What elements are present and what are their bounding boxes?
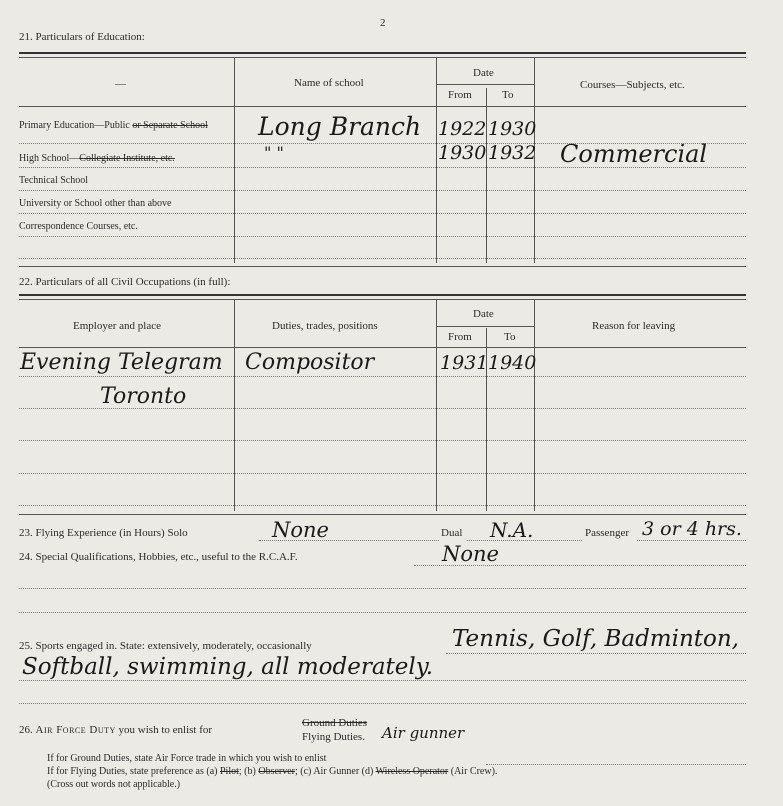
special-value: None (442, 542, 499, 566)
row-line (19, 473, 746, 474)
sports-label: 25. Sports engaged in. State: extensively, moderately, occasionally (19, 640, 312, 652)
row-line (19, 440, 746, 441)
sports-line (446, 653, 746, 654)
education-heading: 21. Particulars of Education: (19, 31, 145, 43)
education-row-technical-label: Technical School (19, 175, 88, 186)
occupations-col-to: To (504, 331, 516, 343)
high-to: 1932 (488, 142, 537, 164)
duty-flying-value: Air gunner (382, 724, 465, 742)
duty-ground-option: Ground Duties (302, 717, 368, 729)
duty-cross-out-note: (Cross out words not applicable.) (47, 779, 181, 790)
column-line (436, 299, 437, 511)
column-line (534, 299, 535, 511)
row-line (19, 703, 746, 704)
education-row-high-label: High School—Collegiate Institute, etc. (19, 153, 175, 164)
duty-flying-option: Flying Duties. (302, 731, 365, 743)
education-col-courses: Courses—Subjects, etc. (580, 79, 685, 91)
flying-solo: None (272, 518, 329, 542)
high-school-name: " " (264, 143, 284, 162)
flying-dual: N.A. (490, 518, 534, 542)
column-line (436, 57, 437, 263)
row-line (19, 376, 746, 377)
special-label: 24. Special Qualifications, Hobbies, etc., useful to the R.C.A.F. (19, 551, 298, 563)
sports-line1: Tennis, Golf, Badminton, (452, 626, 739, 652)
flying-label: 23. Flying Experience (in Hours) Solo (19, 527, 188, 539)
employer-name: Evening Telegram (20, 350, 223, 375)
occupations-heading: 22. Particulars of all Civil Occupations (in full): (19, 276, 231, 288)
row-line (19, 190, 746, 191)
divider (19, 57, 746, 58)
page-number: 2 (380, 17, 386, 29)
row-line (19, 258, 746, 259)
occupations-col-from: From (448, 331, 472, 343)
header-bottom-line (19, 106, 746, 107)
header-bottom-line (19, 347, 746, 348)
education-row-primary-label: Primary Education—Public or Separate School (19, 120, 208, 131)
divider (19, 294, 746, 296)
occupations-col-reason: Reason for leaving (592, 320, 676, 332)
passenger-line (637, 540, 746, 541)
occupations-col-date: Date (473, 308, 494, 320)
education-row-university-label: University or School other than above (19, 198, 172, 209)
row-line (19, 588, 746, 589)
primary-from: 1922 (438, 118, 487, 140)
high-courses: Commercial (560, 140, 708, 168)
row-line (19, 680, 746, 681)
flying-passenger-label: Passenger (585, 527, 629, 539)
education-col-from: From (448, 89, 472, 101)
occupation-from: 1931 (440, 352, 489, 374)
education-col-to: To (502, 89, 514, 101)
divider (19, 266, 746, 267)
ground-trade-line (486, 764, 746, 765)
education-col-dash: — (115, 78, 126, 90)
occupations-col-employer: Employer and place (73, 320, 161, 332)
row-line (19, 236, 746, 237)
occupations-col-duties: Duties, trades, positions (272, 320, 378, 332)
column-line (234, 57, 235, 263)
flying-passenger: 3 or 4 hrs. (642, 518, 742, 540)
date-divider (436, 84, 534, 85)
row-line (19, 213, 746, 214)
duty-flying-instruction: If for Flying Duties, state preference as (a) Pilot; (b) Observer; (c) Air Gunner (d) Wireless Operator (Air Crew). (47, 766, 498, 777)
column-line (234, 299, 235, 511)
occupation-duties: Compositor (245, 350, 375, 375)
high-from: 1930 (438, 142, 487, 164)
divider (19, 52, 746, 54)
row-line (19, 612, 746, 613)
primary-to: 1930 (488, 118, 537, 140)
divider (19, 299, 746, 300)
sports-line2: Softball, swimming, all moderately. (22, 654, 434, 680)
flying-dual-label: Dual (441, 527, 463, 539)
primary-school-name: Long Branch (258, 112, 422, 141)
divider (19, 514, 746, 515)
duty-ground-instruction: If for Ground Duties, state Air Force trade in which you wish to enlist (47, 753, 327, 764)
occupation-to: 1940 (488, 352, 537, 374)
education-row-correspondence-label: Correspondence Courses, etc. (19, 221, 138, 232)
row-line (19, 505, 746, 506)
duty-label: 26. Air Force Duty you wish to enlist for (19, 724, 213, 736)
education-col-school: Name of school (294, 77, 364, 89)
date-divider (436, 326, 534, 327)
education-col-date: Date (473, 67, 494, 79)
employer-place: Toronto (100, 384, 187, 409)
